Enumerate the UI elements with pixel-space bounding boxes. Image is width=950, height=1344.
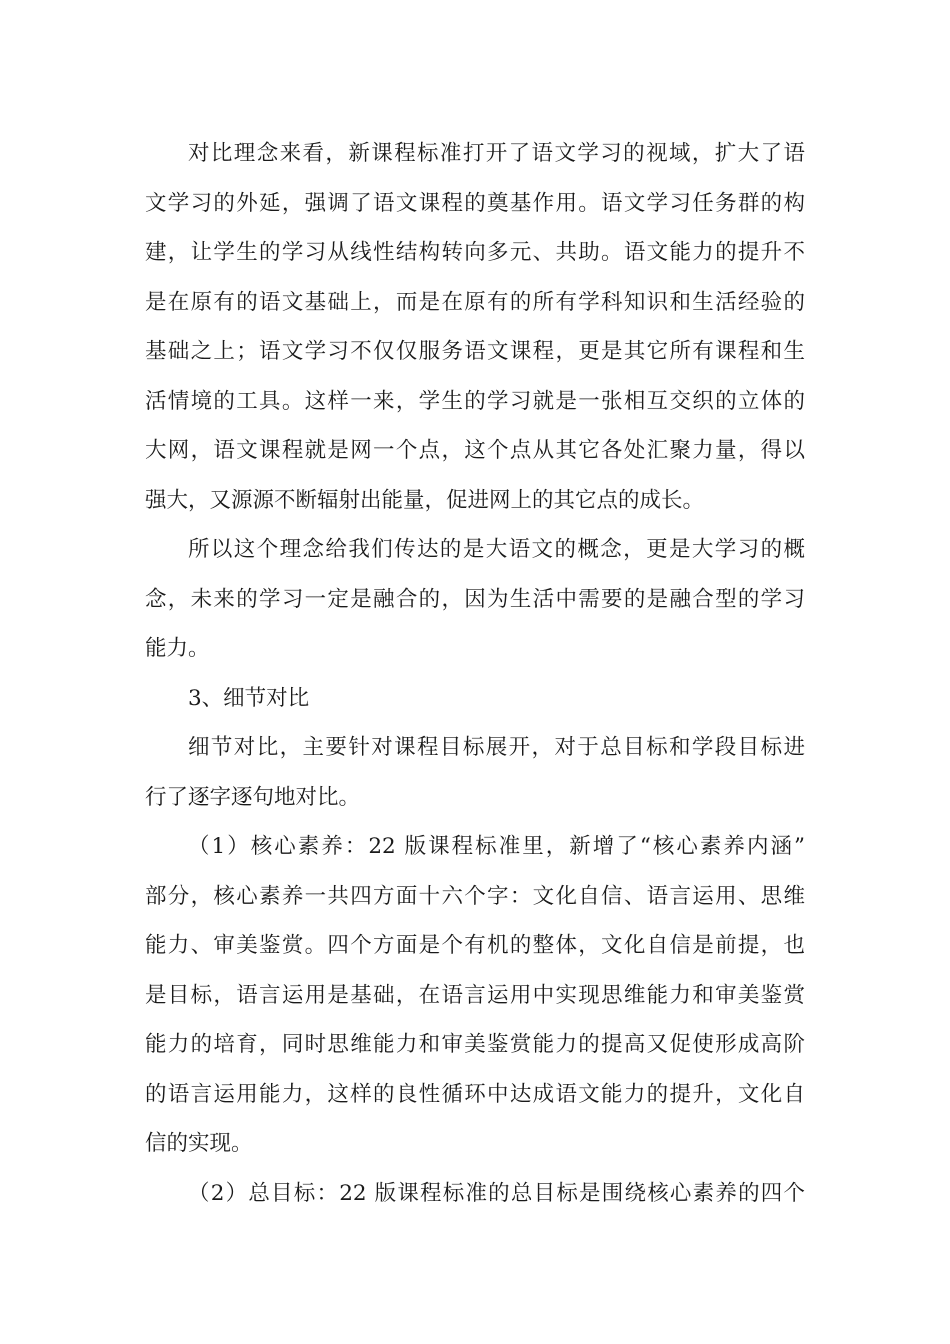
- text-line: 所以这个理念给我们传达的是大语文的概念，更是大学习的概: [188, 537, 805, 562]
- paragraph-concept-comparison: [145, 129, 805, 525]
- text-line: 的语言运用能力，这样的良性循环中达成语文能力的提升，文化自: [145, 1081, 805, 1107]
- text-line: 能力、审美鉴赏。四个方面是个有机的整体，文化自信是前提，也: [145, 933, 805, 958]
- text-line: 信的实现。: [145, 1131, 253, 1156]
- text-line: 活情境的工具。这样一来，学生的学习就是一张相互交织的立体的: [145, 388, 805, 414]
- text-line: 念，未来的学习一定是融合的，因为生活中需要的是融合型的学习: [145, 586, 805, 612]
- text-line: 是在原有的语文基础上，而是在原有的所有学科知识和生活经验的: [145, 289, 805, 315]
- text-line: 大网，语文课程就是网一个点，这个点从其它各处汇聚力量，得以: [145, 438, 805, 463]
- text-line: （1）核心素养：22 版课程标准里，新增了“核心素养内涵”: [188, 834, 805, 859]
- paragraph-big-chinese-concept: [145, 525, 805, 674]
- paragraph-core-literacy: [145, 822, 805, 1169]
- text-line: 能力的培育，同时思维能力和审美鉴赏能力的提高又促使形成高阶: [145, 1032, 805, 1057]
- paragraph-detail-comparison: [145, 723, 805, 822]
- text-line: 细节对比，主要针对课程目标展开，对于总目标和学段目标进: [188, 735, 805, 760]
- text-line: 是目标，语言运用是基础，在语言运用中实现思维能力和审美鉴赏: [145, 982, 805, 1008]
- section-heading-detail-comparison: [145, 674, 805, 724]
- text-line: （2）总目标：22 版课程标准的总目标是围绕核心素养的四个: [188, 1180, 805, 1206]
- paragraph-overall-goal: [145, 1169, 805, 1219]
- section-heading: 3、细节对比: [188, 685, 310, 711]
- text-line: 建，让学生的学习从线性结构转向多元、共助。语文能力的提升不: [145, 240, 805, 265]
- text-line: 行了逐字逐句地对比。: [145, 784, 361, 810]
- document-page: [145, 129, 805, 1218]
- text-line: 基础之上；语文学习不仅仅服务语文课程，更是其它所有课程和生: [145, 339, 805, 364]
- text-line: 能力。: [145, 636, 210, 661]
- text-line: 部分，核心素养一共四方面十六个字：文化自信、语言运用、思维: [145, 883, 805, 909]
- text-line: 文学习的外延，强调了语文课程的奠基作用。语文学习任务群的构: [145, 190, 805, 216]
- text-line: 对比理念来看，新课程标准打开了语文学习的视域，扩大了语: [188, 141, 805, 166]
- text-line: 强大，又源源不断辐射出能量，促进网上的其它点的成长。: [145, 487, 705, 513]
